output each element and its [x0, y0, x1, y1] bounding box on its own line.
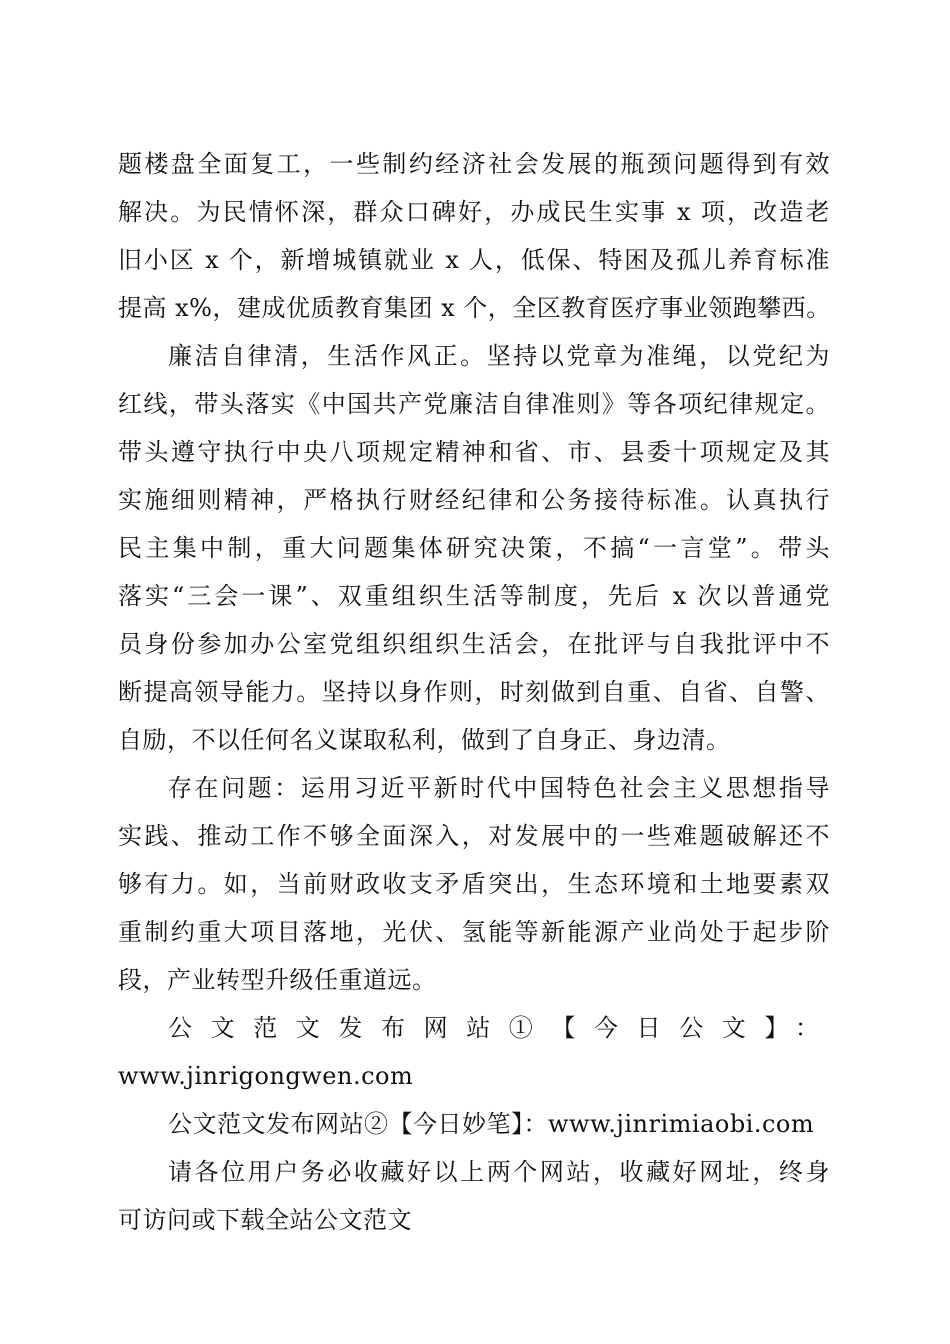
document-page — [118, 140, 830, 1244]
paragraph-problems — [118, 764, 830, 1004]
text-line: 民主集中制，重大问题集体研究决策，不搞“一言堂”。带头 — [118, 534, 830, 562]
text-line: 实践、推动工作不够全面深入，对发展中的一些难题破解还不 — [118, 822, 830, 850]
text-line: 提高 x%，建成优质教育集团 x 个，全区教育医疗事业领跑攀西。 — [118, 294, 831, 322]
website-label: 公文范文发布网站①【今日公文】： — [168, 1014, 830, 1042]
paragraph-website-1 — [118, 1004, 830, 1100]
text-line: 廉洁自律清，生活作风正。坚持以党章为准绳，以党纪为 — [168, 342, 830, 370]
text-line: 旧小区 x 个，新增城镇就业 x 人，低保、特困及孤儿养育标准 — [118, 246, 830, 274]
website-line[interactable]: 公文范文发布网站②【今日妙笔】：www.jinrimiaobi.com — [168, 1110, 815, 1138]
text-line: 存在问题：运用习近平新时代中国特色社会主义思想指导 — [168, 774, 830, 802]
website-url[interactable]: www.jinrigongwen.com — [118, 1062, 414, 1090]
text-line: 员身份参加办公室党组织组织生活会，在批评与自我批评中不 — [118, 630, 830, 658]
text-line: 段，产业转型升级任重道远。 — [118, 966, 437, 994]
paragraph-integrity — [118, 332, 830, 764]
text-line: 重制约重大项目落地，光伏、氢能等新能源产业尚处于起步阶 — [118, 918, 830, 946]
text-line: 题楼盘全面复工，一些制约经济社会发展的瓶颈问题得到有效 — [118, 150, 830, 178]
paragraph-achievements — [118, 140, 830, 332]
text-line: 可访问或下载全站公文范文 — [118, 1206, 412, 1234]
text-line: 断提高领导能力。坚持以身作则，时刻做到自重、自省、自警、 — [118, 678, 830, 706]
text-line: 解决。为民情怀深，群众口碑好，办成民生实事 x 项，改造老 — [118, 198, 830, 226]
text-line: 请各位用户务必收藏好以上两个网站，收藏好网址，终身 — [168, 1158, 830, 1186]
text-line: 够有力。如，当前财政收支矛盾突出，生态环境和土地要素双 — [118, 870, 830, 898]
paragraph-notice — [118, 1148, 830, 1244]
text-line: 自励，不以任何名义谋取私利，做到了自身正、身边清。 — [118, 726, 731, 754]
text-line: 红线，带头落实《中国共产党廉洁自律准则》等各项纪律规定。 — [118, 390, 830, 418]
paragraph-website-2 — [118, 1100, 830, 1148]
text-line: 带头遵守执行中央八项规定精神和省、市、县委十项规定及其 — [118, 438, 830, 466]
text-line: 落实“三会一课”、双重组织生活等制度，先后 x 次以普通党 — [118, 582, 830, 610]
text-line: 实施细则精神，严格执行财经纪律和公务接待标准。认真执行 — [118, 486, 830, 514]
